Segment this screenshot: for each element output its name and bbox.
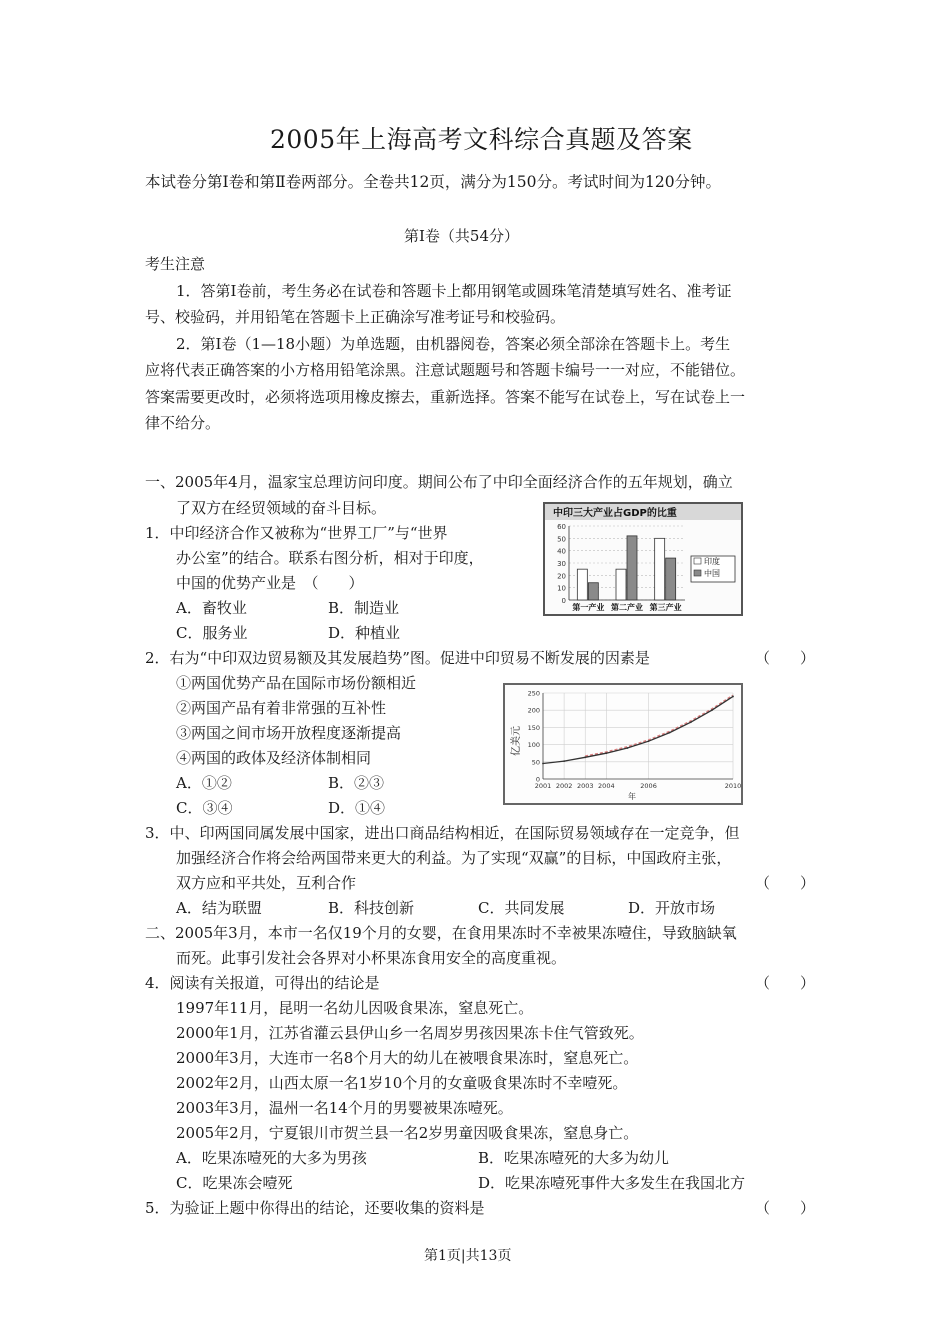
question-2-line: 2．右为“中印双边贸易额及其发展趋势”图。促进中印贸易不断发展的因素是: [145, 649, 650, 667]
legend-swatch: [694, 558, 701, 564]
notice-line: 1．答第Ⅰ卷前，考生务必在试卷和答题卡上都用钢笔或圆珠笔清楚填写姓名、准考证: [176, 282, 732, 300]
x-axis-label: 年: [628, 792, 636, 801]
data-point: [669, 732, 671, 734]
data-point: [605, 752, 607, 754]
legend-swatch: [694, 570, 701, 576]
notice-line: 应将代表正确答案的小方格用铅笔涂黑。注意试题题号和答题卡编号一一对应，不能错位。: [145, 361, 746, 379]
y-tick-label: 0: [535, 775, 540, 784]
q1-option-b: B．制造业: [328, 599, 400, 617]
legend-label: 印度: [704, 557, 720, 566]
q4-option-d: D．吃果冻噎死事件大多发生在我国北方: [478, 1174, 746, 1192]
q2-option-d: D．①④: [328, 799, 386, 817]
q1-option-a: A．畜牧业: [176, 599, 247, 617]
answer-paren: （ ）: [755, 1199, 816, 1217]
q2-statement: ④两国的政体及经济体制相同: [176, 749, 372, 767]
q1-option-d: D．种植业: [328, 624, 401, 642]
y-tick-label: 150: [527, 723, 540, 732]
x-tick-label: 第三产业: [649, 603, 682, 612]
y-tick-label: 200: [527, 706, 540, 715]
exam-intro: 本试卷分第Ⅰ卷和第Ⅱ卷两部分。全卷共12页，满分为150分。考试时间为120分钟。: [145, 173, 722, 191]
notice-line: 答案需要更改时，必须将选项用橡皮擦去，重新选择。答案不能写在试卷上，写在试卷上一: [145, 388, 746, 406]
q2-option-c: C．③④: [176, 799, 233, 817]
question-4-line: 4．阅读有关报道，可得出的结论是: [145, 974, 380, 992]
question-3-line: 加强经济合作将会给两国带来更大的利益。为了实现“双赢”的目标，中国政府主张，: [176, 849, 732, 867]
y-tick-label: 0: [561, 597, 566, 605]
bar: [616, 569, 626, 600]
chart-title: 中印三大产业占GDP的比重: [553, 508, 677, 519]
question-1-line: 办公室”的结合。联系右图分析，相对于印度，: [176, 549, 484, 567]
y-tick-label: 250: [527, 689, 540, 698]
q2-option-b: B．②③: [328, 774, 385, 792]
y-tick-label: 60: [557, 523, 566, 531]
q4-report: 2005年2月，宁夏银川市贺兰县一名2岁男童因吸食果冻，窒息身亡。: [176, 1124, 639, 1142]
x-tick-label: 2006: [640, 782, 657, 790]
x-tick-label: 2002: [555, 782, 573, 790]
q4-report: 1997年11月，昆明一名幼儿因吸食果冻，窒息死亡。: [176, 999, 534, 1017]
question-5-line: 5．为验证上题中你得出的结论，还要收集的资料是: [145, 1199, 485, 1217]
bar: [666, 558, 676, 600]
notice-line: 2．第Ⅰ卷（1—18小题）为单选题，由机器阅卷，答案必须全部涂在答题卡上。考生: [176, 335, 731, 353]
y-tick-label: 50: [531, 758, 540, 767]
question-3-line: 3．中、印两国同属发展中国家，进出口商品结构相近，在国际贸易领域存在一定竞争，但: [145, 824, 740, 842]
trade-volume-chart-svg: [505, 685, 741, 803]
y-tick-label: 10: [557, 584, 566, 593]
part-two-line: 而死。此事引发社会各界对小杯果冻食用安全的高度重视。: [176, 949, 567, 967]
q2-statement: ③两国之间市场开放程度逐渐提高: [176, 724, 402, 742]
question-1-line: 中国的优势产业是 （ ）: [176, 574, 364, 592]
data-point: [690, 721, 692, 723]
question-3-line: 双方应和平共处，互利合作: [176, 874, 357, 892]
y-tick-label: 100: [527, 741, 540, 750]
y-tick-label: 50: [557, 535, 566, 544]
q3-option-a: A．结为联盟: [176, 899, 262, 917]
answer-paren: （ ）: [755, 874, 816, 892]
question-1-line: 1．中印经济合作又被称为“世界工厂”与“世界: [145, 524, 448, 542]
page-footer: 第1页|共13页: [424, 1248, 512, 1264]
bar: [655, 538, 665, 600]
q2-statement: ①两国优势产品在国际市场份额相近: [176, 674, 417, 692]
q4-report: 2003年3月，温州一名14个月的男婴被果冻噎死。: [176, 1099, 513, 1117]
q2-option-a: A．①②: [176, 774, 232, 792]
trend-line: [585, 695, 733, 756]
q2-statement: ②两国产品有着非常强的互补性: [176, 699, 387, 717]
part-one-line: 一、2005年4月，温家宝总理访问印度。期间公布了中印全面经济合作的五年规划，确立: [145, 473, 733, 491]
x-tick-label: 2010: [724, 782, 741, 790]
section-title: 第Ⅰ卷（共54分）: [404, 227, 520, 245]
data-point: [563, 760, 565, 762]
bar: [627, 536, 637, 600]
data-point: [711, 709, 713, 711]
q4-report: 2000年3月，大连市一名8个月大的幼儿在被喂食果冻时，窒息死亡。: [176, 1049, 639, 1067]
bar: [577, 569, 587, 600]
answer-paren: （ ）: [755, 649, 816, 667]
data-point: [627, 747, 629, 749]
page-title: 2005年上海高考文科综合真题及答案: [270, 125, 693, 154]
data-point: [542, 763, 544, 765]
answer-paren: （ ）: [755, 974, 816, 992]
x-tick-label: 第二产业: [611, 603, 643, 612]
y-tick-label: 20: [557, 572, 566, 581]
q4-report: 2000年1月，江苏省灌云县伊山乡一名周岁男孩因果冻卡住气管致死。: [176, 1024, 644, 1042]
part-two-line: 二、2005年3月，本市一名仅19个月的女婴，在食用果冻时不幸被果冻噎住，导致脑缺氧: [145, 924, 737, 942]
q3-option-b: B．科技创新: [328, 899, 415, 917]
q4-option-b: B．吃果冻噎死的大多为幼儿: [478, 1149, 670, 1167]
trade-volume-chart: [503, 683, 743, 805]
data-point: [584, 756, 586, 758]
gdp-share-chart-svg: [545, 504, 741, 614]
y-tick-label: 30: [557, 560, 566, 568]
q4-option-a: A．吃果冻噎死的大多为男孩: [176, 1149, 367, 1167]
bar: [588, 583, 598, 600]
notice-heading: 考生注意: [145, 255, 206, 273]
q4-option-c: C．吃果冻会噎死: [176, 1174, 293, 1192]
gdp-share-chart: [543, 502, 743, 616]
y-tick-label: 40: [557, 547, 566, 556]
trade-series-line: [543, 696, 733, 763]
x-tick-label: 第一产业: [572, 603, 605, 612]
q3-option-c: C．共同发展: [478, 899, 565, 917]
q1-option-c: C．服务业: [176, 624, 248, 642]
data-point: [648, 740, 650, 742]
q4-report: 2002年2月，山西太原一名1岁10个月的女童吸食果冻时不幸噎死。: [176, 1074, 628, 1092]
part-one-line: 了双方在经贸领域的奋斗目标。: [176, 499, 387, 517]
y-axis-label: 亿美元: [511, 726, 522, 756]
data-point: [732, 696, 734, 698]
x-tick-label: 2004: [598, 782, 615, 790]
q3-option-d: D．开放市场: [628, 899, 716, 917]
notice-line: 律不给分。: [145, 414, 221, 432]
notice-line: 号、校验码，并用铅笔在答题卡上正确涂写准考证号和校验码。: [145, 308, 566, 326]
legend-label: 中国: [704, 569, 720, 578]
x-tick-label: 2001: [534, 782, 552, 790]
x-tick-label: 2003: [576, 782, 594, 790]
